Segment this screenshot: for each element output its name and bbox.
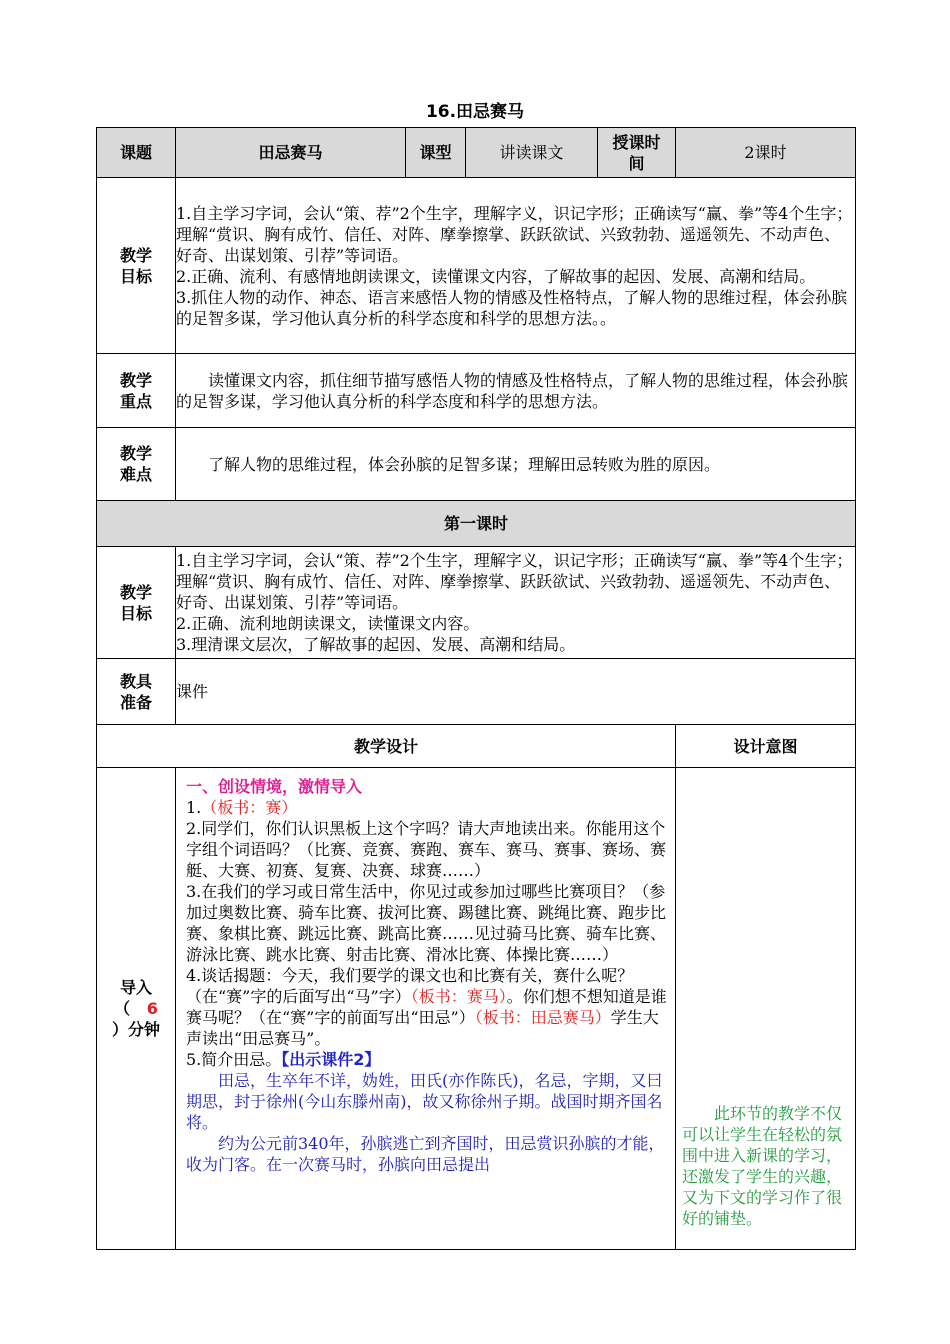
type-label: 课型 [406, 128, 466, 178]
header-row [97, 128, 856, 178]
focus-content: 读懂课文内容，抓住细节描写感悟人物的情感及性格特点，了解人物的思维过程，体会孙膑的足智多谋，学习他认真分析的科学态度和科学的思想方法。 [176, 354, 856, 428]
lesson1-goals-row [97, 547, 856, 659]
lesson1-goals-label: 教学目标 [97, 547, 176, 659]
tools-label: 教具准备 [97, 659, 176, 725]
courseware-note: 【出示课件2】 [281, 1050, 381, 1069]
design-header-row [97, 725, 856, 768]
step-2: 2.同学们，你们认识黑板上这个字吗？请大声地读出来。你能用这个字组个词语吗？（比赛、竞赛、赛跑、赛车、赛马、赛事、赛场、赛艇、大赛、初赛、复赛、决赛、球赛……） [186, 819, 667, 880]
type-value: 讲读课文 [466, 128, 598, 178]
lesson1-title-row [97, 501, 856, 547]
step-4-text-c: 学生大声读出“田忌赛马”。 [186, 1008, 659, 1048]
section-heading: 一、创设情境，激情导入 [186, 777, 363, 796]
goals-content [176, 178, 856, 354]
hours-label: 授课时间 [598, 128, 676, 178]
intro-intent-cell [676, 768, 856, 1250]
goal-item: 2.正确、流利地朗读课文，读懂课文内容。 [176, 614, 480, 633]
goals-label: 教学目标 [97, 178, 176, 354]
intro-intent-text: 此环节的教学不仅可以让学生在轻松的氛围中进入新课的学习，还激发了学生的兴趣，又为下文的学习作了很好的铺垫。 [682, 1104, 843, 1228]
difficulty-content: 了解人物的思维过程，体会孙膑的足智多谋；理解田忌转败为胜的原因。 [176, 428, 856, 501]
goal-item: 1.自主学习字词，会认“策、荐”2个生字，理解字义，识记字形；正确读写“赢、拳”等4个生字；理解“赏识、胸有成竹、信任、对阵、摩拳擦掌、跃跃欲试、兴致勃勃、遥遥领先、不动声色、好奇、出谋划策、引荐”等词语。 [176, 203, 853, 265]
board-note: （板书：田忌赛马） [474, 1008, 611, 1027]
lesson-plan-table [96, 127, 856, 1250]
stage-duration [97, 998, 175, 1019]
step-1 [186, 797, 671, 818]
design-header: 教学设计 [97, 725, 676, 768]
hours-value: 2课时 [676, 128, 856, 178]
stage-label [97, 768, 176, 1250]
tools-row [97, 659, 856, 725]
intro-design-content [176, 768, 676, 1250]
bio-paragraph-2: 约为公元前340年，孙膑逃亡到齐国时，田忌赏识孙膑的才能，收为门客。在一次赛马时，孙膑向田忌提出 [186, 1134, 665, 1174]
focus-row [97, 354, 856, 428]
stage-unit: ）分钟 [111, 1020, 160, 1039]
goal-item: 3.理清课文层次，了解故事的起因、发展、高潮和结局。 [176, 635, 576, 654]
focus-label: 教学重点 [97, 354, 176, 428]
step-5-prefix: 5.简介田忌。 [186, 1050, 282, 1069]
step-1-prefix: 1. [186, 798, 202, 817]
intro-row [97, 768, 856, 1250]
bio-paragraph-1: 田忌，生卒年不详，妫姓，田氏(亦作陈氏)，名忌，字期，又曰期思，封于徐州(今山东滕州南)，故又称徐州子期。战国时期齐国名将。 [186, 1071, 663, 1132]
step-3: 3.在我们的学习或日常生活中，你见过或参加过哪些比赛项目？（参加过奥数比赛、骑车比赛、拔河比赛、踢毽比赛、跳绳比赛、跑步比赛、象棋比赛、跳远比赛、跳高比赛……见过骑马比赛、骑车比赛、游泳比赛、跳水比赛、射击比赛、滑冰比赛、体操比赛……） [186, 882, 667, 964]
stage-name: 导入 [119, 978, 152, 997]
stage-minutes: 6 [146, 999, 158, 1018]
step-4-text-a: 4.谈话揭题：今天，我们要学的课文也和比赛有关，赛什么呢？（在“赛”字的后面写出“马”字） [186, 966, 634, 1006]
topic-value: 田忌赛马 [176, 128, 406, 178]
step-4 [186, 965, 671, 1049]
board-note: （板书：赛） [201, 798, 298, 817]
goal-item: 2.正确、流利、有感情地朗读课文，读懂课文内容，了解故事的起因、发展、高潮和结局。 [176, 266, 816, 286]
step-4-text-b: 。你们想不想知道是谁赛马呢？（在“赛”字的前面写出“田忌”） [186, 987, 667, 1027]
difficulty-label: 教学难点 [97, 428, 176, 501]
board-note: （板书：赛马） [410, 987, 507, 1006]
document-title: 16.田忌赛马 [425, 102, 525, 122]
goal-item: 1.自主学习字词，会认“策、荐”2个生字，理解字义，识记字形；正确读写“赢、拳”等4个生字；理解“赏识、胸有成竹、信任、对阵、摩拳擦掌、跃跃欲试、兴致勃勃、遥遥领先、不动声色、好奇、出谋划策、引荐”等词语。 [176, 551, 853, 612]
intent-header: 设计意图 [676, 725, 856, 768]
goals-row [97, 178, 856, 354]
goal-item: 3.抓住人物的动作、神态、语言来感悟人物的情感及性格特点，了解人物的思维过程，体会孙膑的足智多谋，学习他认真分析的科学态度和科学的思想方法。。 [176, 287, 848, 328]
difficulty-row [97, 428, 856, 501]
paren-open: （ [114, 999, 131, 1018]
lesson1-goals-content [176, 547, 856, 659]
topic-label: 课题 [97, 128, 176, 178]
lesson1-title: 第一课时 [97, 501, 856, 547]
tools-value: 课件 [176, 659, 856, 725]
step-5 [186, 1049, 671, 1070]
